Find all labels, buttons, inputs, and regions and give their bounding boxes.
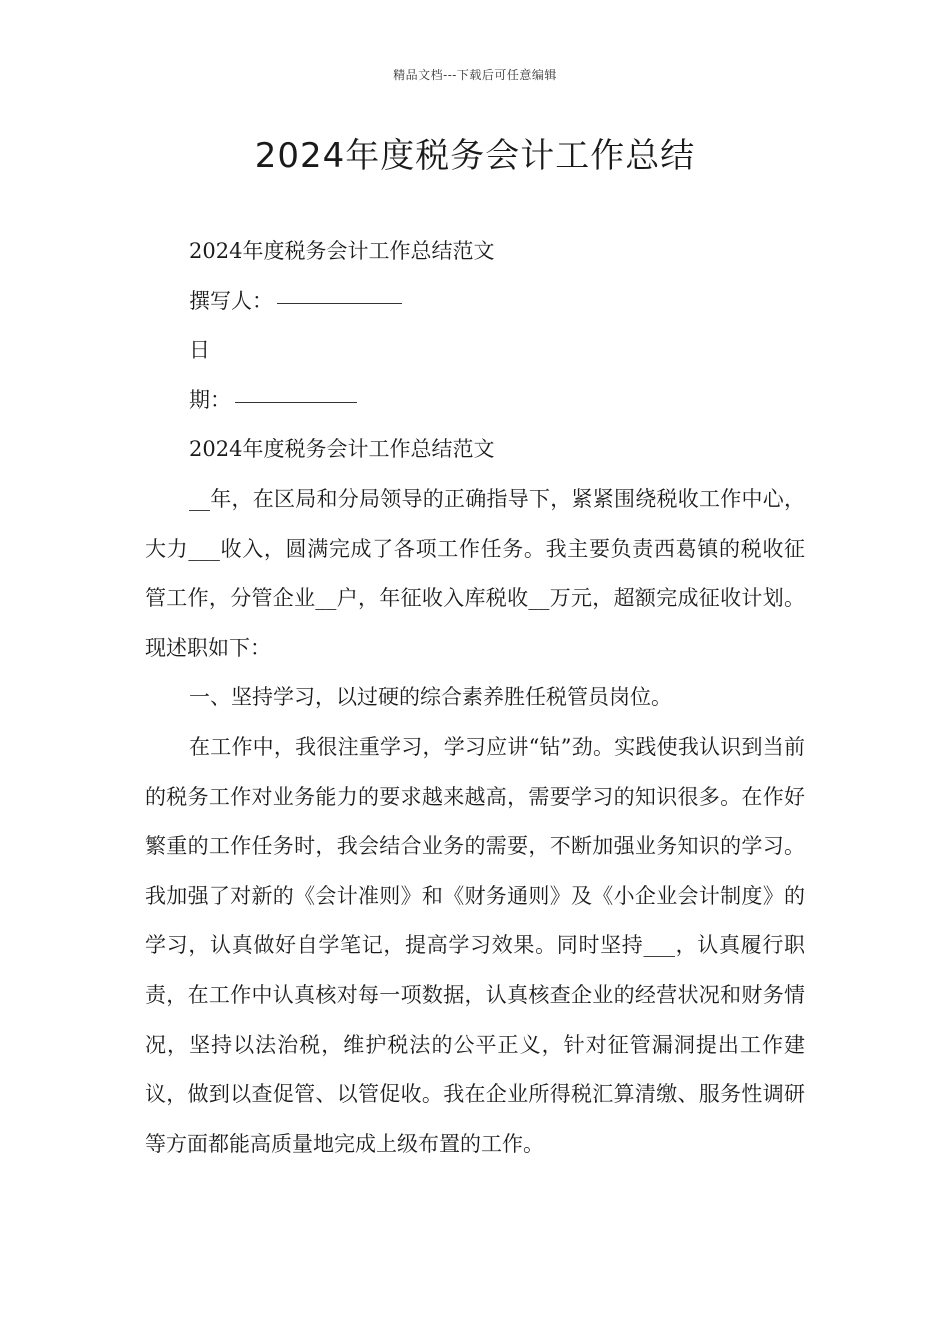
date-label: 期： [189,387,231,412]
date-line-1: 日 [189,338,210,363]
document-body [145,227,805,1169]
date-line-2 [145,376,805,426]
paragraph: __年，在区局和分局领导的正确指导下，紧紧围绕税收工作中心，大力___收入，圆满完成了各项工作任务。我主要负责西葛镇的税收征管工作，分管企业__户，年征收入库税收__万元，超额完成征收计划。现述职如下： [145,486,805,660]
author-label: 撰写人： [189,288,273,313]
paragraph: 2024年度税务会计工作总结范文 [189,437,495,462]
subtitle-line: 2024年度税务会计工作总结范文 [189,239,495,263]
author-line [145,277,805,327]
header-note: 精品文档---下载后可任意编辑 [393,68,557,82]
document-title: 2024年度税务会计工作总结 [254,136,696,176]
paragraph: 一、坚持学习，以过硬的综合素养胜任税管员岗位。 [189,685,672,710]
paragraph: 在工作中，我很注重学习，学习应讲“钻”劲。实践使我认识到当前的税务工作对业务能力的要求越来越高，需要学习的知识很多。在作好繁重的工作任务时，我会结合业务的需要，不断加强业务知识的学习。我加强了对新的《会计准则》和《财务通则》及《小企业会计制度》的学习，认真做好自学笔记，提高学习效果。同时坚持___，认真履行职责，在工作中认真核对每一项数据，认真核查企业的经营状况和财务情况，坚持以法治税，维护税法的公平正义，针对征管漏洞提出工作建议，做到以查促管、以管促收。我在企业所得税汇算清缴、服务性调研等方面都能高质量地完成上级布置的工作。 [145,734,805,1156]
author-blank [277,302,402,304]
date-blank [235,401,357,403]
